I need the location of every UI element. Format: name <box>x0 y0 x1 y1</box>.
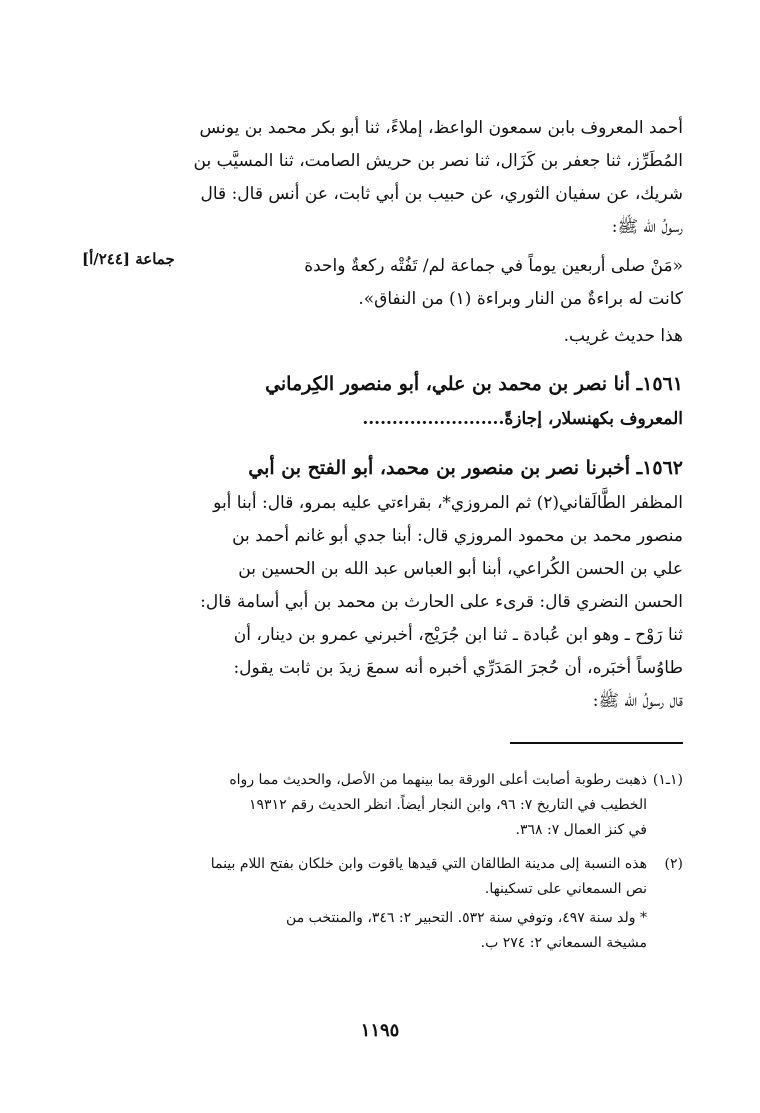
footnote-divider <box>510 742 683 744</box>
margin-note: جماعة [٢٤٤/أ] <box>82 250 175 268</box>
footnote-number: (٢) <box>664 856 683 872</box>
hadith-text <box>186 250 683 353</box>
entry-1561 <box>186 366 683 436</box>
text-line: ثنا رَوْح ـ وهو ابن عُبادة ـ ثنا ابن جُرَيْج، أخبرني عمرو بن دينار، أن <box>233 625 683 645</box>
footnote-line: في كنز العمال ٧: ٣٦٨. <box>515 822 647 838</box>
text-line: المعروف بكهنسلار، إجازةً........................ <box>362 409 683 429</box>
text-line: الحسن النضري قال: قرىء على الحارث بن محمد بن أبي أسامة قال: <box>200 592 683 612</box>
text-line: كانت له براءةٌ من النار وبراءة (١) من النفاق». <box>358 289 683 309</box>
text-line: المظفر الطَّالَقاني(٢) ثم المروزي*، بقراءتي عليه بمرو، قال: أبنا أبو <box>213 493 683 513</box>
text-line: المُطَرِّز، ثنا جعفر بن كَزَال، ثنا نصر بن حريش الصامت، ثنا المسيَّب بن <box>193 151 683 171</box>
entry-1562 <box>186 450 683 718</box>
page-number: ١١٩٥ <box>360 1020 400 1041</box>
isnad-paragraph <box>186 112 683 244</box>
text-line: علي بن الحسن الكُراعي، أبنا أبو العباس عبد الله بن الحسين بن <box>238 559 683 579</box>
footnote-line: هذه النسبة إلى مدينة الطالقان التي قيدها ياقوت وابن خلكان بفتح اللام بينما <box>210 856 647 872</box>
footnote <box>186 852 683 902</box>
text-line: منصور محمد بن محمود المروزي قال: أبنا جدي أبو غانم أحمد بن <box>232 526 683 546</box>
footnote-line: ذهبت رطوبة أصابت أعلى الورقة بما بينهما من الأصل، والحديث مما رواه <box>229 772 647 788</box>
footnote-line: الخطيب في التاريخ ٧: ٩٦، وابن النجار أيضاً. انظر الحديث رقم ١٩٣١٢ <box>249 797 647 813</box>
footnote-line: نص السمعاني على تسكينها. <box>484 881 647 897</box>
footnote-number: (١ـ١) <box>652 772 683 788</box>
footnote <box>186 906 683 956</box>
text-line: طاوُساً أخبَره، أن حُجرَ المَدَرِّي أخبره أنه سمعَ زيدَ بن ثابت يقول: <box>233 658 683 678</box>
entry-heading: ١٥٦٢ـ أخبرنا نصر بن منصور بن محمد، أبو الفتح بن أبي <box>248 457 683 479</box>
text-line: قال رسولُ الله ﷺ: <box>592 691 683 711</box>
text-line: شريك، عن سفيان الثوري، عن حبيب بن أبي ثابت، عن أنس قال: قال <box>200 184 683 204</box>
text-line: أحمد المعروف بابن سمعون الواعظ، إملاءً، ثنا أبو بكر محمد بن يونس <box>199 118 683 138</box>
footnote-line: مشيخة السمعاني ٢: ٢٧٤ ب. <box>480 935 647 951</box>
text-line: «مَنْ صلى أربعين يوماً في جماعة لم/ تَفُتْه ركعةٌ واحدة <box>304 256 683 276</box>
ruling: هذا حديث غريب. <box>563 326 683 346</box>
footnote <box>186 768 683 843</box>
footnote-line: * ولد سنة ٤٩٧، وتوفي سنة ٥٣٢. التحبير ٢: ٣٤٦، والمنتخب من <box>286 910 647 926</box>
text-line: رسولُ الله ﷺ: <box>611 217 683 237</box>
entry-heading: ١٥٦١ـ أنا نصر بن محمد بن علي، أبو منصور الكِرماني <box>265 373 683 395</box>
